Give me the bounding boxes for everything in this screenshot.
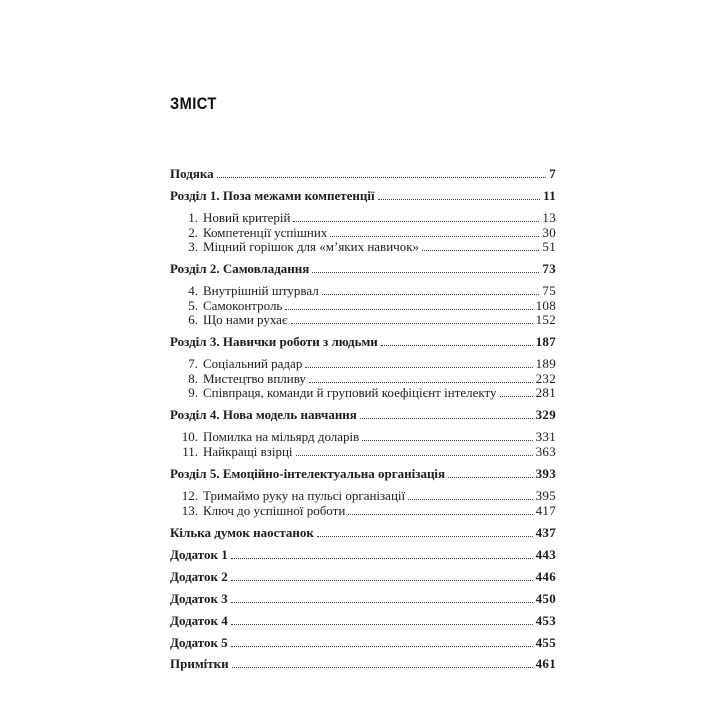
toc-page-number: 13: [542, 209, 556, 225]
toc-entry-label: Внутрішній штурвал: [203, 283, 319, 299]
toc-entry-chapter: [170, 226, 556, 241]
toc-page-number: 152: [535, 312, 556, 328]
toc-page-number: 363: [535, 444, 556, 460]
dot-leader: [500, 396, 533, 397]
toc-entry-section: [170, 570, 556, 585]
toc-entry-chapter: [170, 430, 556, 445]
toc-entry-section: [170, 262, 556, 277]
toc-entry-label: Розділ 4. Нова модель навчання: [170, 407, 357, 423]
toc-page-number: 232: [535, 370, 556, 386]
toc-entry-label: Додаток 3: [170, 590, 228, 606]
toc-page-number: 30: [542, 224, 556, 240]
toc-entry-number: 1.: [188, 209, 198, 225]
dot-leader: [232, 667, 533, 668]
toc-entry-number: 4.: [188, 283, 198, 299]
toc-entry-label: Що нами рухає: [203, 312, 288, 328]
toc-entry-label: Додаток 1: [170, 546, 228, 562]
dot-leader: [231, 558, 533, 559]
dot-leader: [231, 580, 533, 581]
dot-leader: [231, 646, 533, 647]
toc-entry-chapter: [170, 299, 556, 314]
toc-page-number: 187: [535, 334, 556, 350]
dot-leader: [360, 418, 533, 419]
dot-leader: [231, 624, 533, 625]
toc-entry-number: 12.: [181, 488, 198, 503]
toc-entry-label: Примітки: [170, 656, 229, 672]
toc-entry-section: [170, 548, 556, 563]
toc-entry-label: Тримаймо руку на пульсі організації: [203, 488, 406, 503]
toc-entry-label: Співпраця, команди й груповий коефіцієнт інтелекту: [203, 385, 497, 401]
toc-page-number: 189: [535, 356, 556, 372]
dot-leader: [293, 221, 539, 222]
toc-page-number: 450: [535, 590, 556, 606]
toc-entry-section: [170, 636, 556, 651]
dot-leader: [348, 514, 532, 515]
toc-entry-chapter: [170, 211, 556, 226]
toc-page-number: 7: [549, 166, 556, 181]
toc-entry-chapter: [170, 357, 556, 372]
toc-entry-section: [170, 467, 556, 482]
toc-content: [170, 94, 556, 672]
dot-leader: [285, 309, 532, 310]
toc-entry-number: 8.: [188, 370, 198, 386]
toc-page-number: 11: [543, 187, 556, 203]
toc-entry-number: 3.: [188, 239, 198, 255]
toc-entry-number: 13.: [181, 502, 198, 518]
toc-entry-label: Соціальний радар: [203, 356, 303, 372]
toc-page-number: 443: [535, 546, 556, 562]
toc-entry-chapter: [170, 313, 556, 328]
toc-entry-label: Самоконтроль: [203, 297, 283, 313]
toc-page-number: 446: [535, 568, 556, 584]
toc-page-number: 455: [535, 634, 556, 650]
toc-entry-section: [170, 592, 556, 607]
dot-leader: [231, 602, 533, 603]
toc-entry-section: [170, 335, 556, 350]
toc-entry-label: Новий критерій: [203, 209, 291, 225]
toc-entry-label: Компетенції успішних: [203, 224, 328, 240]
toc-entry-label: Ключ до успішної роботи: [203, 502, 346, 518]
toc-entry-label: Розділ 3. Навички роботи з людьми: [170, 334, 378, 350]
toc-entry-chapter: [170, 284, 556, 299]
toc-page-number: 51: [542, 239, 556, 255]
toc-entry-chapter: [170, 504, 556, 519]
toc-entry-chapter: [170, 240, 556, 255]
dot-leader: [378, 199, 540, 200]
toc-entry-label: Додаток 2: [170, 568, 228, 584]
toc-entry-section: [170, 408, 556, 423]
toc-entry-number: 2.: [188, 224, 198, 240]
toc-entry-section: [170, 189, 556, 204]
toc-entry-number: 9.: [188, 385, 198, 401]
page-title: ЗМІСТ: [170, 94, 217, 113]
toc-list: [170, 167, 556, 672]
toc-entry-chapter: [170, 372, 556, 387]
toc-page-number: 73: [542, 261, 556, 277]
toc-entry-number: 5.: [188, 297, 198, 313]
toc-entry-chapter: [170, 386, 556, 401]
dot-leader: [330, 236, 539, 237]
toc-entry-label: Міцний горішок для «м’яких навичок»: [203, 239, 420, 255]
toc-entry-label: Додаток 5: [170, 634, 228, 650]
dot-leader: [381, 345, 533, 346]
dot-leader: [422, 250, 539, 251]
toc-entry-section: [170, 614, 556, 629]
toc-page-number: 395: [535, 488, 556, 503]
dot-leader: [217, 177, 547, 178]
toc-entry-number: 6.: [188, 312, 198, 328]
toc-page-number: 417: [535, 502, 556, 518]
toc-page-number: 393: [535, 466, 556, 482]
dot-leader: [322, 294, 540, 295]
dot-leader: [362, 440, 532, 441]
toc-entry-number: 11.: [182, 444, 198, 460]
toc-entry-label: Розділ 1. Поза межами компетенції: [170, 187, 375, 203]
toc-page-number: 437: [535, 524, 556, 540]
dot-leader: [296, 455, 533, 456]
dot-leader: [291, 323, 533, 324]
dot-leader: [309, 382, 533, 383]
toc-entry-chapter: [170, 445, 556, 460]
toc-entry-label: Подяка: [170, 166, 214, 181]
dot-leader: [448, 477, 533, 478]
dot-leader: [317, 536, 533, 537]
toc-entry-section: [170, 167, 556, 182]
toc-entry-label: Кілька думок наостанок: [170, 524, 314, 540]
toc-entry-number: 7.: [188, 356, 198, 372]
toc-entry-label: Розділ 2. Самовладання: [170, 261, 310, 277]
toc-entry-label: Найкращі взірці: [203, 444, 293, 460]
toc-entry-label: Помилка на мільярд доларів: [203, 429, 360, 445]
dot-leader: [305, 367, 532, 368]
dot-leader: [312, 272, 539, 273]
toc-page-number: 281: [535, 385, 556, 401]
toc-entry-number: 10.: [181, 429, 198, 445]
toc-page-number: 329: [535, 407, 556, 423]
toc-entry-label: Додаток 4: [170, 612, 228, 628]
toc-page-number: 108: [535, 297, 556, 313]
toc-page-number: 461: [535, 656, 556, 672]
dot-leader: [408, 499, 532, 500]
toc-entry-section: [170, 657, 556, 672]
toc-page-number: 75: [542, 283, 556, 299]
toc-entry-chapter: [170, 489, 556, 504]
toc-page-number: 331: [535, 429, 556, 445]
toc-entry-section: [170, 526, 556, 541]
toc-page-number: 453: [535, 612, 556, 628]
toc-entry-label: Розділ 5. Емоційно-інтелектуальна організація: [170, 466, 446, 482]
toc-entry-label: Мистецтво впливу: [203, 370, 306, 386]
